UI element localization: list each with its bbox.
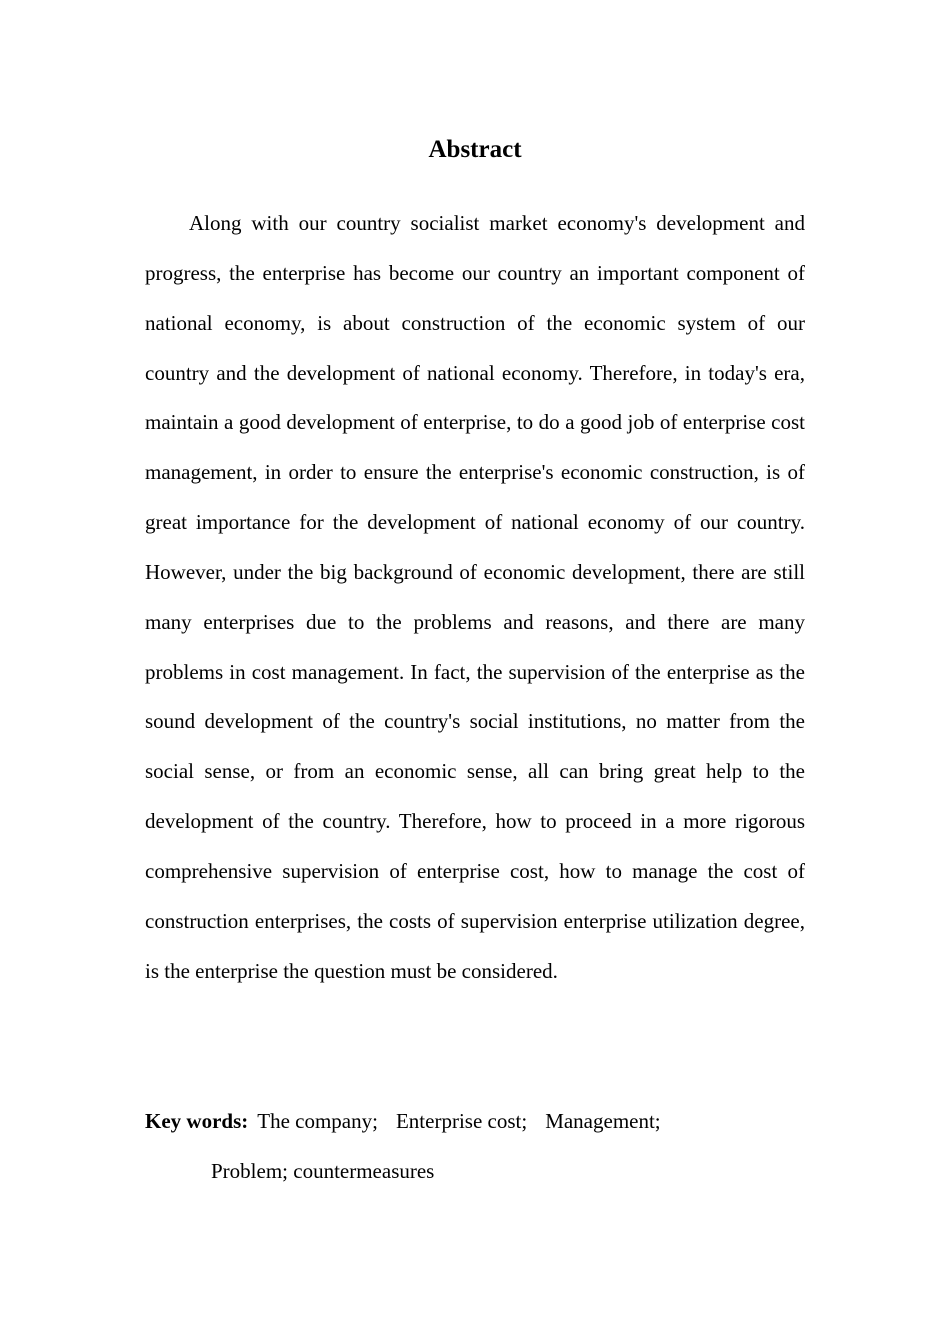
keywords-section: [145, 1096, 805, 1196]
keyword-item: Problem; countermeasures: [211, 1159, 435, 1183]
keywords-row-2: [145, 1146, 805, 1196]
keywords-label: Key words:: [145, 1109, 249, 1133]
keyword-item: The company;: [257, 1109, 378, 1133]
abstract-body: Along with our country socialist market economy's development and progress, the enterprise has become our country an important component of national economy, is about construction of the economic system of our country and the development of national economy. Therefore, in today's era, maintain a good development of enterprise, to do a good job of enterprise cost management, in order to ensure the enterprise's economic construction, is of great importance for the development of national economy of our country. However, under the big background of economic development, there are still many enterprises due to the problems and reasons, and there are many problems in cost management. In fact, the supervision of the enterprise as the sound development of the country's social institutions, no matter from the social sense, or from an economic sense, all can bring great help to the development of the country. Therefore, how to proceed in a more rigorous comprehensive supervision of enterprise cost, how to manage the cost of construction enterprises, the costs of supervision enterprise utilization degree, is the enterprise the question must be considered.: [145, 211, 805, 983]
keywords-row-1: [145, 1096, 805, 1146]
keyword-item: Enterprise cost;: [395, 1109, 528, 1133]
abstract-title: Abstract: [428, 136, 522, 163]
keyword-item: Management;: [545, 1109, 661, 1133]
